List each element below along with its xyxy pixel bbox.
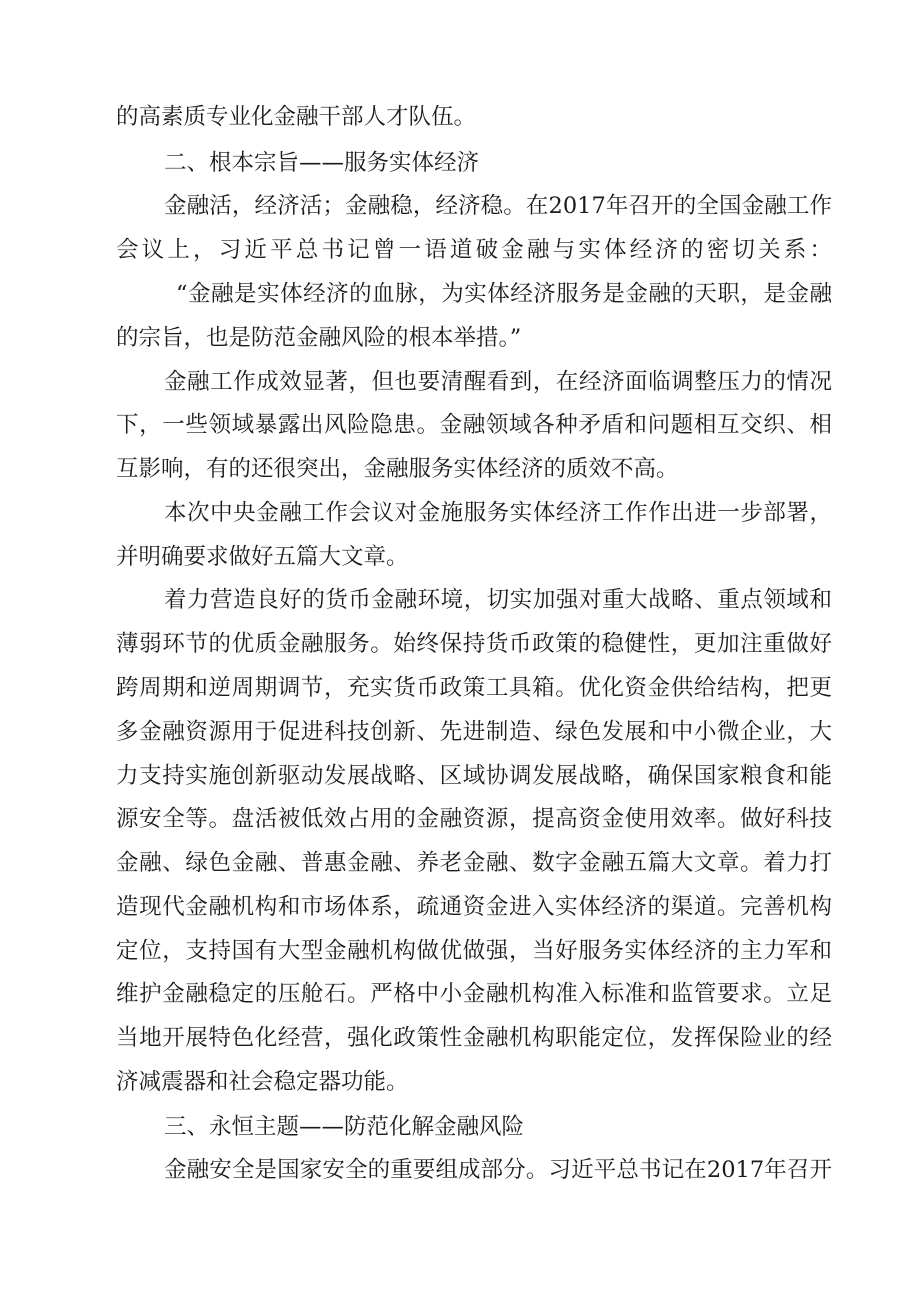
paragraph-line: 济减震器和社会稳定器功能。 [116,1069,409,1095]
paragraph-line: 力支持实施创新驱动发展战略、区域协调发展战略，确保国家粮食和能 [116,763,832,789]
paragraph-line: 跨周期和逆周期调节，充实货币政策工具箱。优化资金供给结构，把更 [116,675,832,701]
paragraph-line: 会议上，习近平总书记曾一语道破金融与实体经济的密切关系： [116,237,832,263]
section-heading: 三、永恒主题——防范化解金融风险 [164,1114,525,1140]
paragraph-line: 金融工作成效显著，但也要清醒看到，在经济面临调整压力的情况 [164,369,832,395]
section-heading: 二、根本宗旨——服务实体经济 [164,150,480,176]
paragraph-line: 金融安全是国家安全的重要组成部分。习近平总书记在2017年召开 [164,1157,832,1183]
paragraph-line: 着力营造良好的货币金融环境，切实加强对重大战略、重点领域和 [164,587,832,613]
paragraph-line: 薄弱环节的优质金融服务。始终保持货币政策的稳健性，更加注重做好 [116,631,832,657]
paragraph-line: 互影响，有的还很突出，金融服务实体经济的质效不高。 [116,456,679,482]
paragraph-line: 并明确要求做好五篇大文章。 [116,544,409,570]
paragraph-line: 金融活，经济活；金融稳，经济稳。在2017年召开的全国金融工作 [164,193,832,219]
paragraph-line: 源安全等。盘活被低效占用的金融资源，提高资金使用效率。做好科技 [116,806,832,832]
paragraph-line: 当地开展特色化经营，强化政策性金融机构职能定位，发挥保险业的经 [116,1025,832,1051]
paragraph-line: 本次中央金融工作会议对金施服务实体经济工作作出进一步部署， [164,500,832,526]
paragraph-line: 的高素质专业化金融干部人才队伍。 [116,104,477,130]
quote-line: “金融是实体经济的血脉，为实体经济服务是金融的天职，是金融 [176,281,832,307]
paragraph-line: 造现代金融机构和市场体系，疏通资金进入实体经济的渠道。完善机构 [116,894,832,920]
paragraph-line: 金融、绿色金融、普惠金融、养老金融、数字金融五篇大文章。着力打 [116,850,832,876]
paragraph-line: 下，一些领域暴露出风险隐患。金融领域各种矛盾和问题相互交织、相 [116,412,832,438]
paragraph-line: 维护金融稳定的压舱石。严格中小金融机构准入标准和监管要求。立足 [116,981,832,1007]
quote-line: 的宗旨，也是防范金融风险的根本举措。” [116,325,522,351]
paragraph-line: 多金融资源用于促进科技创新、先进制造、绿色发展和中小微企业，大 [116,719,832,745]
paragraph-line: 定位，支持国有大型金融机构做优做强，当好服务实体经济的主力军和 [116,938,832,964]
